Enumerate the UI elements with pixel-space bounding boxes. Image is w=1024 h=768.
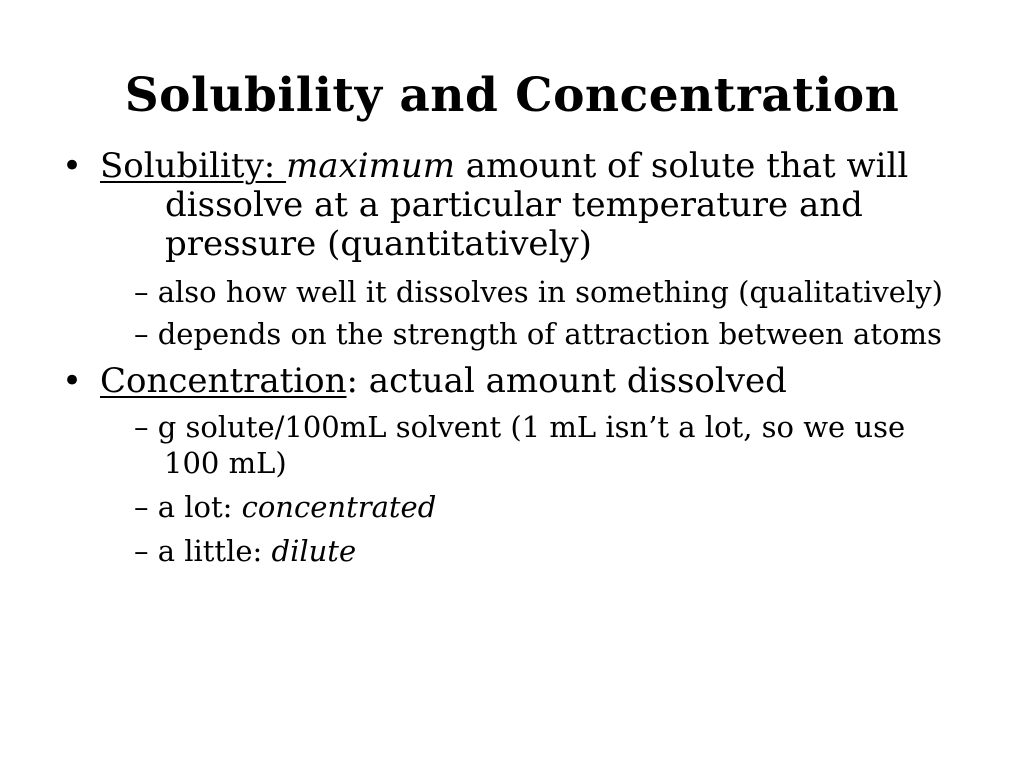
sub-bullet-body [114, 274, 962, 310]
term-concentration: Concentration [100, 361, 347, 401]
slide-content [62, 147, 962, 569]
dash-marker: – [134, 317, 149, 351]
sub-bullet-qualitatively [62, 274, 962, 310]
bullet-marker: • [62, 361, 83, 401]
sub-bullet-body [114, 533, 962, 569]
sub-bullet-dilute [62, 533, 962, 569]
bullet-body [100, 147, 962, 264]
sub-bullet-body [114, 489, 962, 525]
bullet-solubility [62, 147, 962, 264]
sub-bullet-body [114, 316, 962, 352]
sub-bullet-units [62, 409, 962, 481]
dash-marker: – [134, 410, 149, 444]
sub-bullet-concentrated [62, 489, 962, 525]
sub-bullet-text: depends on the strength of attraction between atoms [157, 317, 942, 351]
sub-bullet-text: also how well it dissolves in something (qualitatively) [157, 275, 943, 309]
sub-bullet-text: a lot: [157, 490, 242, 524]
slide-title: Solubility and Concentration [124, 68, 900, 123]
bullet-text: : actual amount dissolved [346, 361, 787, 401]
bullet-body [100, 362, 962, 401]
term-solubility: Solubility: [100, 146, 287, 186]
bullet-concentration [62, 362, 962, 401]
emphasis-dilute: dilute [271, 534, 357, 568]
sub-bullet-text: a little: [157, 534, 272, 568]
bullet-text: amount of solute that will dissolve at a particular temperature and pressure (quantitatively) [165, 146, 909, 264]
emphasis-concentrated: concentrated [241, 490, 437, 524]
dash-marker: – [134, 490, 149, 524]
sub-bullet-body [114, 409, 962, 481]
dash-marker: – [134, 534, 149, 568]
dash-marker: – [134, 275, 149, 309]
sub-bullet-attraction [62, 316, 962, 352]
emphasis-maximum: maximum [286, 146, 455, 186]
bullet-marker: • [62, 146, 83, 186]
sub-bullet-text: g solute/100mL solvent (1 mL isn’t a lot, so we use 100 mL) [157, 410, 906, 480]
